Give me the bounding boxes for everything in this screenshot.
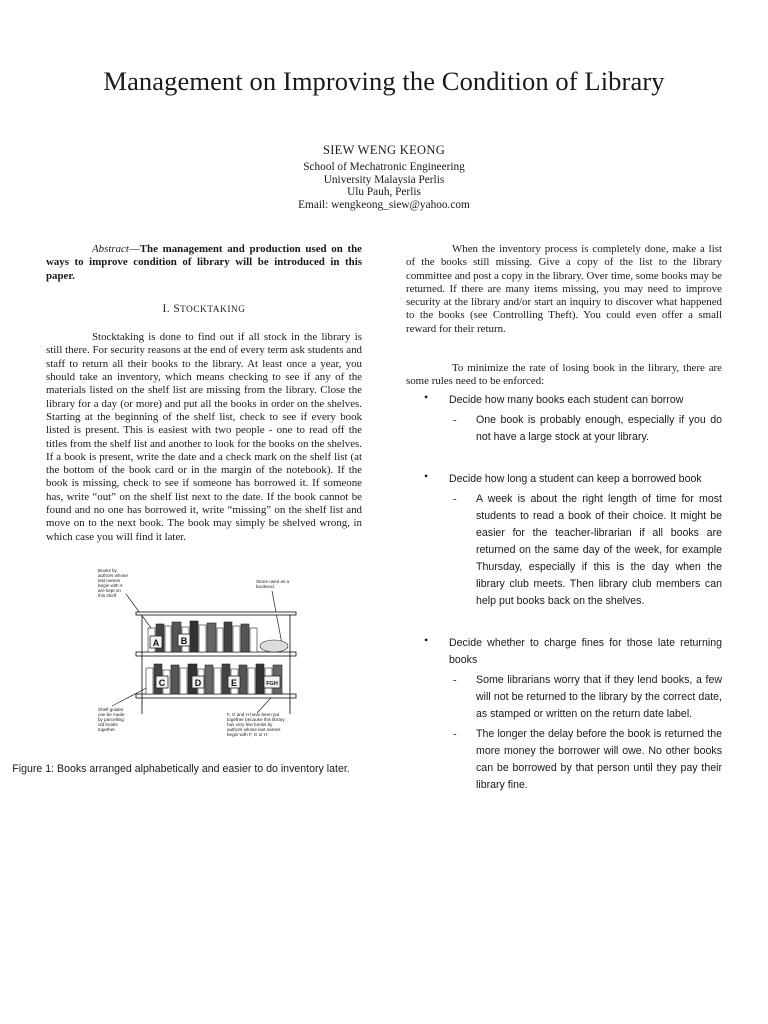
annotation-shelf-guides-2: can be made	[98, 711, 125, 717]
bullet-text-borrow-count: Decide how many books each student can borrow	[449, 393, 684, 406]
annotation-books-by-authors-3: last names	[98, 577, 121, 583]
book-bottom-4	[171, 665, 179, 694]
affiliation-school: School of Mechatronic Engineering	[303, 161, 465, 173]
stocktaking-paragraph: Stocktaking is done to find out if all stock in the library is still there. For security reasons at the end of every term ask students and staff to return all their books to the library. At least once a year, you should take an inventory, which means checking to see if any of the materials listed on the shelf list are missing from the library. Close the library for a day (or more) and put all the books in order on the shelves. Starting at the beginning of the shelf list, check to see if every book listed is present. This is easiest with two people - one to read off the titles from the shelf list and another to look for the books on the shelves. If a book is present, write the date and a check mark on the shelf list (at the bottom of the book card or in the margin of the notebook). If the book is missing, check to see if someone has borrowed it. If someone has, write “out” on the shelf list next to the date. If the book cannot be found and no one has borrowed it, write “missing” on the shelf list and move on to the next book. The book may simply be shelved wrong, in which case you will find it later.	[46, 331, 362, 543]
abstract-dash: —	[128, 243, 140, 255]
annotation-stone-bookend-1: Stone used as a	[256, 578, 290, 584]
left-column	[12, 243, 362, 777]
sub-text-one-week: A week is about the right length of time for most students to read a book of their choice. It might be easier for the teacher-librarian if all books are returned on the same day of the week, for example Thursday, especially if this is the day when the library club meets. Then library club members can help put books back on the shelves.	[476, 492, 722, 607]
sub-item	[406, 726, 722, 794]
sub-text-one-book: One book is probably enough, especially if you do not have a large stock at your library.	[476, 413, 722, 443]
bullet-item	[406, 632, 722, 669]
author-name: SIEW WENG KEONG	[322, 143, 446, 157]
section-initial: S	[173, 302, 181, 315]
affiliation-email: Email: wengkeong_siew@yahoo.com	[298, 198, 470, 211]
annotation-shelf-guides-5: together.	[98, 726, 116, 732]
annotation-fgh-4: authors whose last names	[227, 726, 281, 732]
bullet-dot: •	[424, 468, 429, 483]
shelf-label-fgh: FGH	[266, 680, 278, 687]
bullet-item	[406, 389, 722, 409]
sub-dash: -	[453, 413, 457, 426]
book-bottom-5	[180, 668, 187, 694]
annotation-shelf-guides-1: Shelf guides	[98, 706, 124, 712]
sub-dash: -	[453, 492, 457, 505]
bullet-item	[406, 468, 722, 488]
figure-bookshelf	[92, 564, 314, 756]
annotation-books-by-authors-1: Books by	[98, 567, 117, 573]
book-top-13	[250, 628, 257, 652]
annotation-books-by-authors-5: are kept on	[98, 587, 121, 593]
shelf-board-top	[136, 612, 296, 615]
rules-intro-paragraph: To minimize the rate of losing book in the library, there are some rules need to be enforced:	[406, 362, 722, 388]
annotation-fgh-5: begin with F, G or H.	[227, 731, 269, 737]
annotation-books-by-authors-2: authors whose	[98, 572, 128, 578]
annotation-books-by-authors-6: this shelf.	[98, 592, 118, 598]
pointer-line-stone	[272, 591, 282, 644]
abstract-label: Abstract	[92, 243, 129, 255]
annotation-books-by-authors-4: begin with A	[98, 582, 123, 588]
paper-title: Management on Improving the Condition of Library	[103, 66, 665, 96]
affiliation-block	[0, 161, 768, 211]
book-top-7	[199, 625, 206, 652]
shelf-board-middle	[136, 652, 296, 656]
affiliation-university: University Malaysia Perlis	[323, 173, 445, 186]
shelf-board-bottom	[136, 694, 296, 698]
sub-item	[406, 672, 722, 723]
shelf-label-a: A	[152, 637, 160, 648]
bullet-text-borrow-duration: Decide how long a student can keep a borrowed book	[449, 472, 702, 485]
abstract	[46, 243, 362, 283]
book-bottom-1	[146, 668, 153, 694]
book-top-6	[190, 621, 198, 652]
annotation-fgh-3: has very few books by	[227, 721, 273, 727]
annotation-fgh-1: F, G and H have been put	[227, 711, 280, 717]
section-heading-stocktaking	[46, 303, 362, 316]
sub-item	[406, 491, 722, 610]
book-bottom-13	[248, 668, 255, 694]
sub-text-longer-delay: The longer the delay before the book is returned the more money the borrower will owe. No other books can be borrowed by that person until they pay their library fine.	[476, 727, 722, 791]
book-top-11	[233, 626, 240, 652]
sub-text-librarians-worry: Some librarians worry that if they lend books, a few will not be returned to the library by the correct date, as stamped or written on the return date label.	[476, 673, 722, 720]
inventory-paragraph: When the inventory process is completely done, make a list of the books still missing. Give a copy of the list to the library committee and post a copy in the library. Over time, some books may be returned. If there are many items missing, you may need to improve security at the library and/or start an inquiry to discover what happened to the books (see Controlling Theft). You could even offer a small reward for their return.	[406, 243, 722, 335]
book-top-8	[207, 623, 216, 652]
bookshelf-illustration	[92, 564, 314, 756]
book-top-9	[217, 628, 223, 652]
sub-item	[406, 412, 722, 446]
book-bottom-14	[256, 664, 264, 694]
sub-dash: -	[453, 673, 457, 686]
book-bottom-9	[214, 668, 221, 694]
stone-bookend	[260, 640, 288, 652]
book-top-12	[241, 624, 249, 652]
section-number: I.	[162, 302, 171, 315]
section-rest: TOCKTAKING	[180, 303, 246, 314]
figure-caption: Figure 1: Books arranged alphabetically and easier to do inventory later.	[12, 762, 350, 775]
right-column	[406, 243, 722, 794]
sub-dash: -	[453, 727, 457, 740]
shelf-label-e: E	[230, 677, 238, 688]
bullet-text-fines: Decide whether to charge fines for those late returning books	[449, 636, 722, 666]
shelf-label-d: D	[194, 677, 202, 688]
book-top-10	[224, 622, 232, 652]
affiliation-location: Ulu Pauh, Perlis	[347, 186, 421, 199]
book-bottom-8	[205, 665, 213, 694]
annotation-shelf-guides-4: old books	[98, 721, 118, 727]
bullet-dot: •	[424, 389, 429, 404]
shelf-label-c: C	[158, 677, 166, 688]
annotation-shelf-guides-3: by parcelling	[98, 716, 124, 722]
bullet-dot: •	[424, 632, 429, 647]
abstract-body: The management and production used on the ways to improve condition of library will be introduced in this paper.	[46, 243, 362, 282]
annotation-stone-bookend-2: bookend.	[256, 583, 275, 589]
shelf-label-b: B	[180, 635, 188, 646]
annotation-fgh-2: together because this library	[227, 716, 285, 722]
book-top-3	[165, 626, 171, 652]
